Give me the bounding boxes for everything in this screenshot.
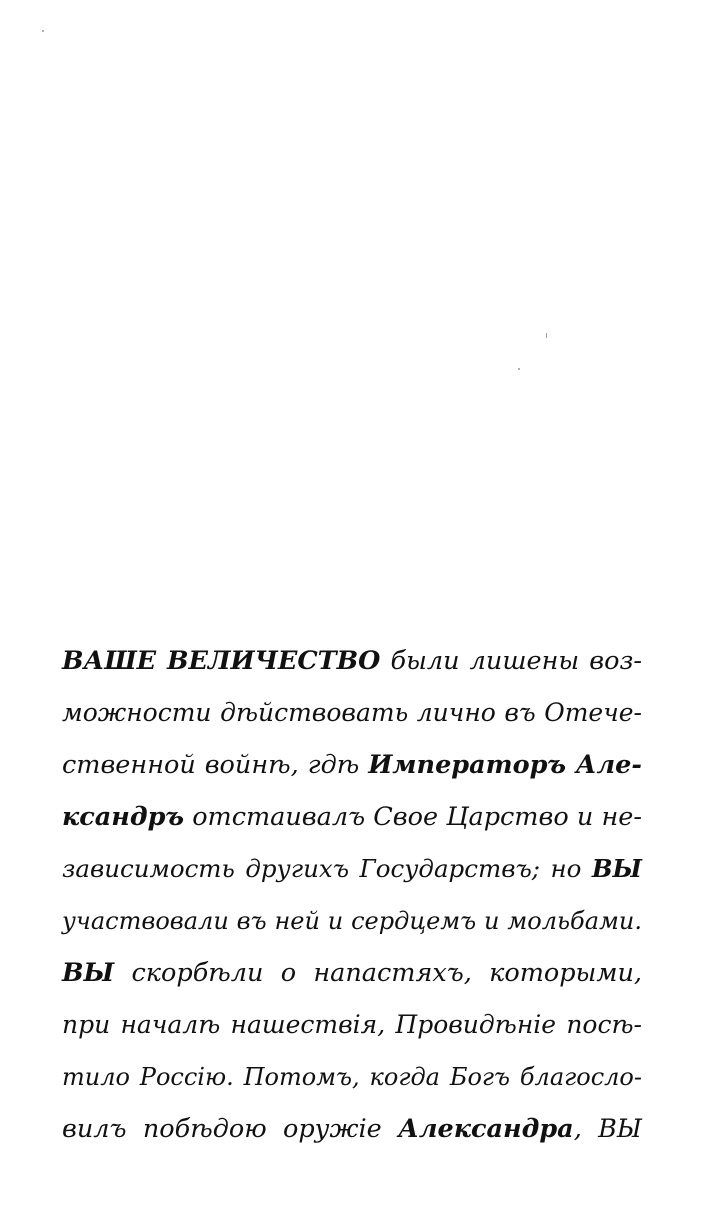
emphasis-text: ВАШЕ ВЕЛИЧЕСТВО <box>62 646 381 676</box>
text-run: тило Россію. Потомъ, когда Богъ благосло- <box>62 1063 642 1091</box>
paper-speck <box>546 333 547 338</box>
text-run: отстаивалъ Свое Царство и не- <box>184 802 642 832</box>
text-line <box>62 1103 642 1155</box>
text-line <box>62 1051 642 1103</box>
text-run: при началѣ нашествія, Провидѣніе посѣ- <box>62 1010 642 1039</box>
text-line <box>62 791 642 843</box>
text-line <box>62 635 642 687</box>
body-text <box>62 635 642 1155</box>
text-line <box>62 739 642 791</box>
text-run: , ВЫ <box>573 1114 642 1144</box>
text-run: вилъ побѣдою оружіе <box>62 1114 399 1144</box>
text-run: зависимость другихъ Государствъ; но <box>62 854 592 883</box>
emphasis-text: ВЫ <box>62 958 115 988</box>
text-line <box>62 895 642 947</box>
text-line <box>62 947 642 999</box>
text-run: были лишены воз- <box>380 646 643 676</box>
paper-speck <box>42 30 44 32</box>
text-line <box>62 687 642 739</box>
text-run: участвовали въ ней и сердцемъ и мольбами. <box>62 907 642 935</box>
emphasis-text: ВЫ <box>591 854 642 883</box>
text-line <box>62 843 642 895</box>
text-run: скорбѣли о напастяхъ, которыми, <box>114 958 642 988</box>
paper-speck <box>518 368 520 370</box>
emphasis-text: ксандръ <box>62 802 184 832</box>
text-run: ственной войнѣ, гдѣ <box>62 750 369 780</box>
text-line <box>62 999 642 1051</box>
emphasis-text: Императоръ Але- <box>368 750 642 780</box>
text-run: можности дѣйствовать лично въ Отече- <box>62 698 642 727</box>
emphasis-text: Александра <box>398 1114 574 1144</box>
